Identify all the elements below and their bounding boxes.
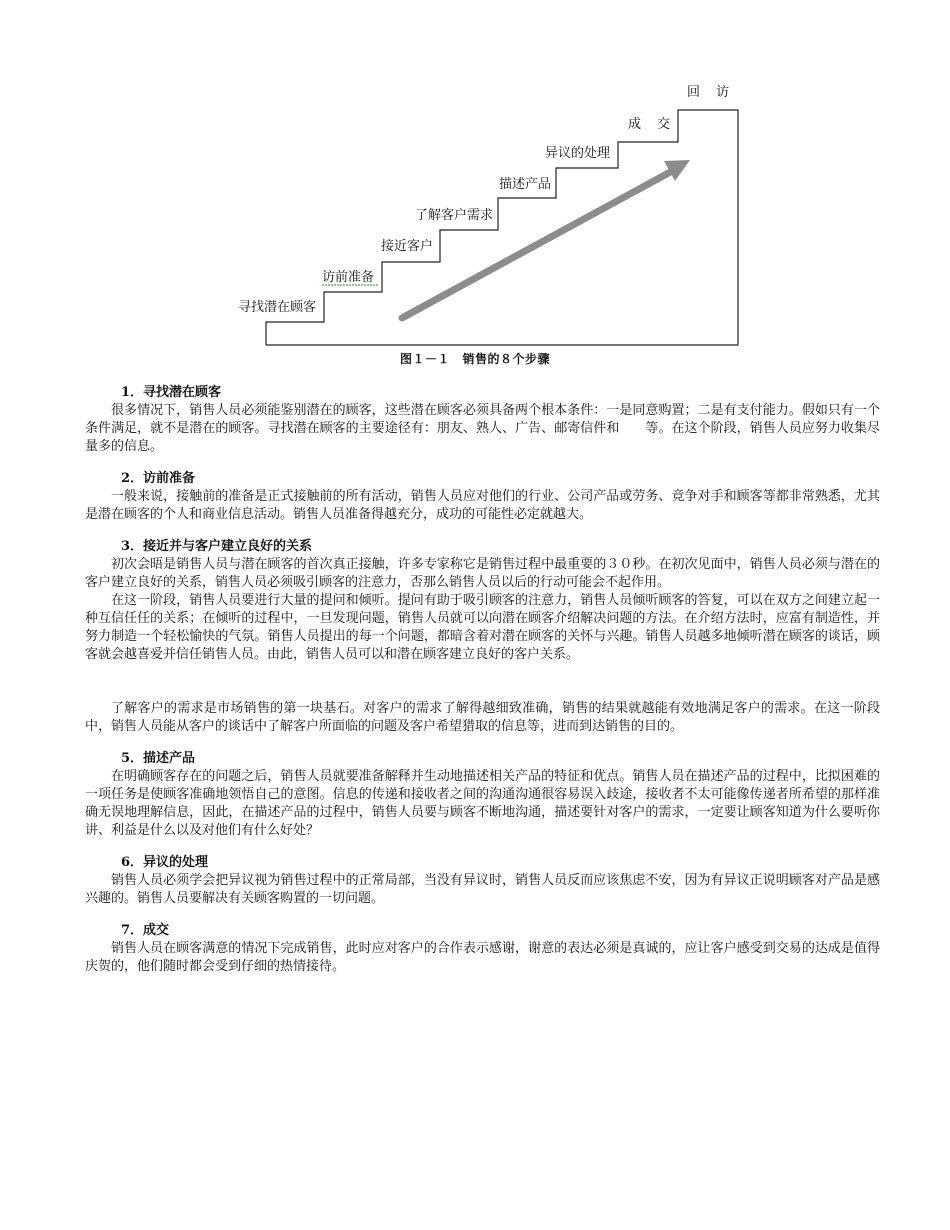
section-paragraph: 销售人员必须学会把异议视为销售过程中的正常局部，当没有异议时，销售人员反而应该焦虑不安，因为有异议正说明顾客对产品是感兴趣的。销售人员要解决有关顾客购置的一切问题。: [85, 873, 880, 906]
staircase-diagram: [0, 0, 950, 350]
section-heading: 6．异议的处理: [121, 855, 209, 870]
section-objections: [85, 854, 880, 908]
section-heading: 3．接近并与客户建立良好的关系: [121, 539, 313, 554]
section-pre-visit: [85, 470, 880, 524]
section-paragraph: 在这一阶段，销售人员要进行大量的提问和倾听。提问有助于吸引顾客的注意力，销售人员倾听顾客的答复，可以在双方之间建立起一种互信任任的关系；在倾听的过程中，一旦发现问题，销售人员就可以向潜在顾客介绍解决问题的方法。在介绍方法时，应富有制造性，并努力制造一个轻松愉快的气氛。销售人员提出的每一个问题，都暗含着对潜在顾客的关怀与兴趣。销售人员越多地倾听潜在顾客的谈话，顾客就会越喜爱并信任销售人员。由此，销售人员可以和潜在顾客建立良好的客户关系。: [85, 593, 880, 662]
step-label-8: 回 访: [687, 85, 736, 100]
sales-steps-figure: [0, 0, 950, 370]
section-paragraph: 了解客户的需求是市场销售的第一块基石。对客户的需求了解得越细致准确，销售的结果就越能有效地满足客户的需求。在这一阶段中，销售人员能从客户的谈话中了解客户所面临的问题及客户希望猎取的信息等，进而到达销售的目的。: [85, 701, 880, 734]
step-label-5: 描述产品: [499, 177, 552, 192]
step-label-2: 访前准备: [322, 270, 375, 285]
figure-caption: 图１－１ 销售的８个步骤: [399, 352, 550, 366]
step-label-3: 接近客户: [381, 239, 434, 254]
section-paragraph: 一般来说，接触前的准备是正式接触前的所有活动，销售人员应对他们的行业、公司产品或劳务、竞争对手和顾客等都非常熟悉，尤其是潜在顾客的个人和商业信息活动。销售人员准备得越充分，成功的可能性必定就越大。: [85, 489, 880, 522]
section-heading: 1．寻找潜在顾客: [121, 385, 222, 400]
section-paragraph: 很多情况下，销售人员必须能鉴别潜在的顾客，这些潜在顾客必须具备两个根本条件：一是同意购置；二是有支付能力。假如只有一个条件满足，就不是潜在的顾客。寻找潜在顾客的主要途径有：朋友、熟人、广告、邮寄信件和 等。在这个阶段，销售人员应努力收集尽量多的信息。: [85, 403, 880, 454]
step-label-4: 了解客户需求: [415, 208, 494, 223]
step-label-7: 成 交: [628, 117, 677, 132]
document-body: [85, 384, 880, 990]
section-approach: [85, 538, 880, 664]
section-paragraph: 在明确顾客存在的问题之后，销售人员就要准备解释并生动地描述相关产品的特征和优点。销售人员在描述产品的过程中，比拟困难的一项任务是使顾客准确地领悟自己的意图。信息的传递和接收者之间的沟通沟通很容易误入歧途，接收者不太可能像传递者所希望的那样准确无误地理解信息，因此，在描述产品的过程中，销售人员要与顾客不断地沟通，描述要针对客户的需求，一定要让顾客知道为什么要听你讲、利益是什么以及对他们有什么好处？: [85, 769, 880, 838]
section-paragraph: 销售人员在顾客满意的情况下完成销售，此时应对客户的合作表示感谢，谢意的表达必须是真诚的，应让客户感受到交易的达成是值得庆贺的，他们随时都会受到仔细的热情接待。: [85, 941, 880, 974]
section-describe-product: [85, 750, 880, 840]
section-heading: 7．成交: [121, 923, 170, 938]
section-understand-needs: [85, 700, 880, 736]
section-heading: 5．描述产品: [121, 751, 196, 766]
step-label-1: 寻找潜在顾客: [238, 300, 317, 315]
blank-heading-gap: [85, 678, 880, 700]
staircase-outline: [266, 110, 738, 345]
section-paragraph: 初次会晤是销售人员与潜在顾客的首次真正接触，许多专家称它是销售过程中最重要的３０秒。在初次见面中，销售人员必须与潜在的客户建立良好的关系，销售人员必须吸引顾客的注意力，否那么销售人员以后的行动可能会不起作用。: [85, 557, 880, 590]
step-label-6: 异议的处理: [545, 146, 611, 161]
section-closing: [85, 922, 880, 976]
section-heading: 2．访前准备: [121, 471, 196, 486]
section-find-prospects: [85, 384, 880, 456]
